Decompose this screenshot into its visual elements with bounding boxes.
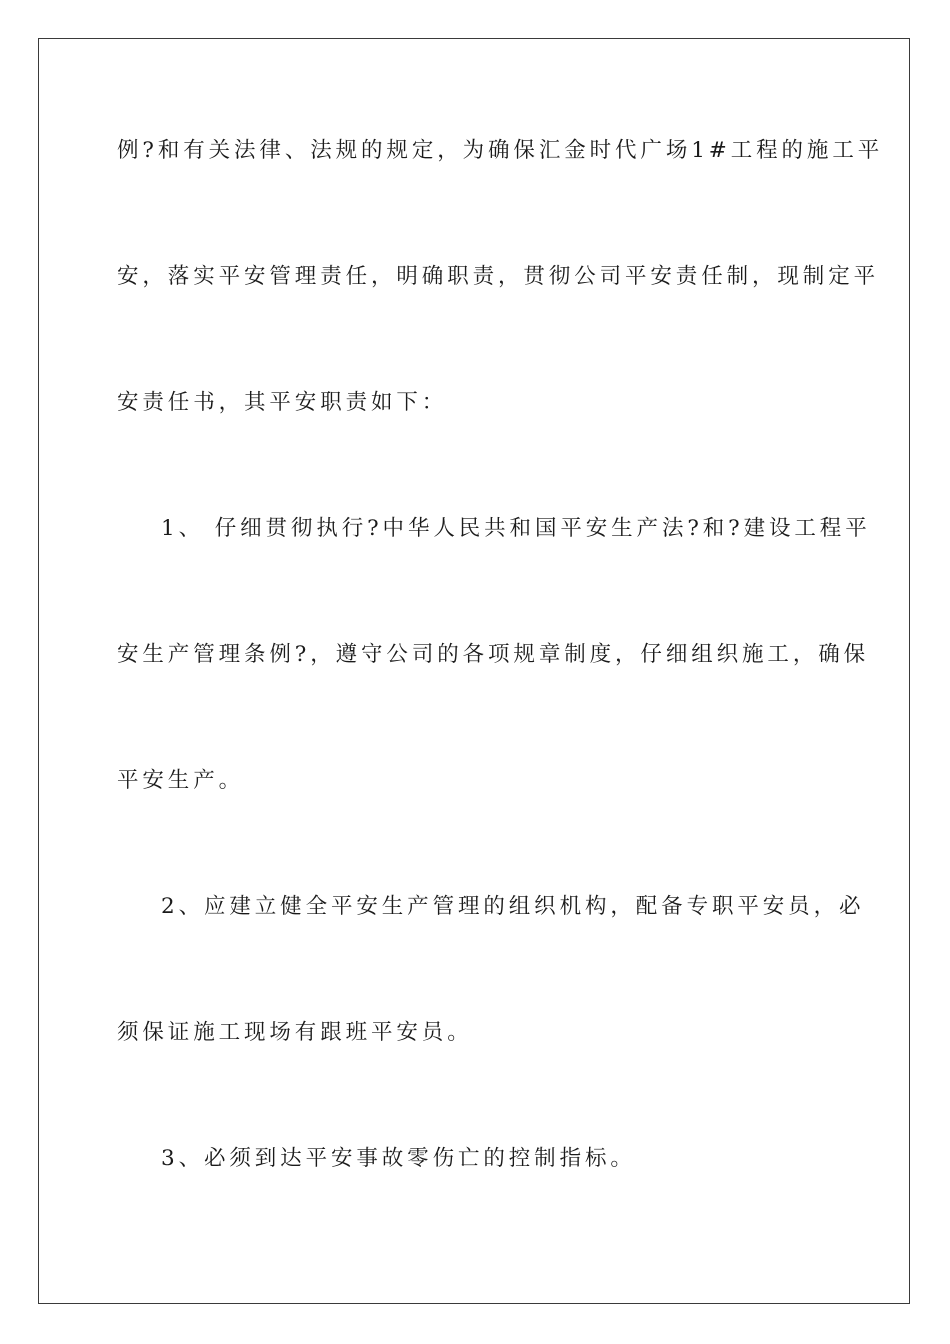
clause-3-line-1: 3、必须到达平安事故零伤亡的控制指标。 bbox=[161, 1146, 636, 1171]
text-line-2: 安，落实平安管理责任，明确职责，贯彻公司平安责任制，现制定平 bbox=[117, 264, 880, 289]
clause-1-line-3: 平安生产。 bbox=[117, 768, 245, 793]
clause-1-line-2: 安生产管理条例?，遵守公司的各项规章制度，仔细组织施工，确保 bbox=[117, 642, 870, 667]
clause-2-line-1: 2、应建立健全平安生产管理的组织机构，配备专职平安员，必 bbox=[161, 894, 865, 919]
clause-1-line-1: 1、 仔细贯彻执行?中华人民共和国平安生产法?和?建设工程平 bbox=[161, 516, 871, 541]
page-border bbox=[38, 38, 910, 1304]
text-line-1: 例?和有关法律、法规的规定，为确保汇金时代广场1#工程的施工平 bbox=[117, 138, 884, 163]
clause-2-line-2: 须保证施工现场有跟班平安员。 bbox=[117, 1020, 473, 1045]
text-line-3: 安责任书，其平安职责如下： bbox=[117, 390, 448, 415]
